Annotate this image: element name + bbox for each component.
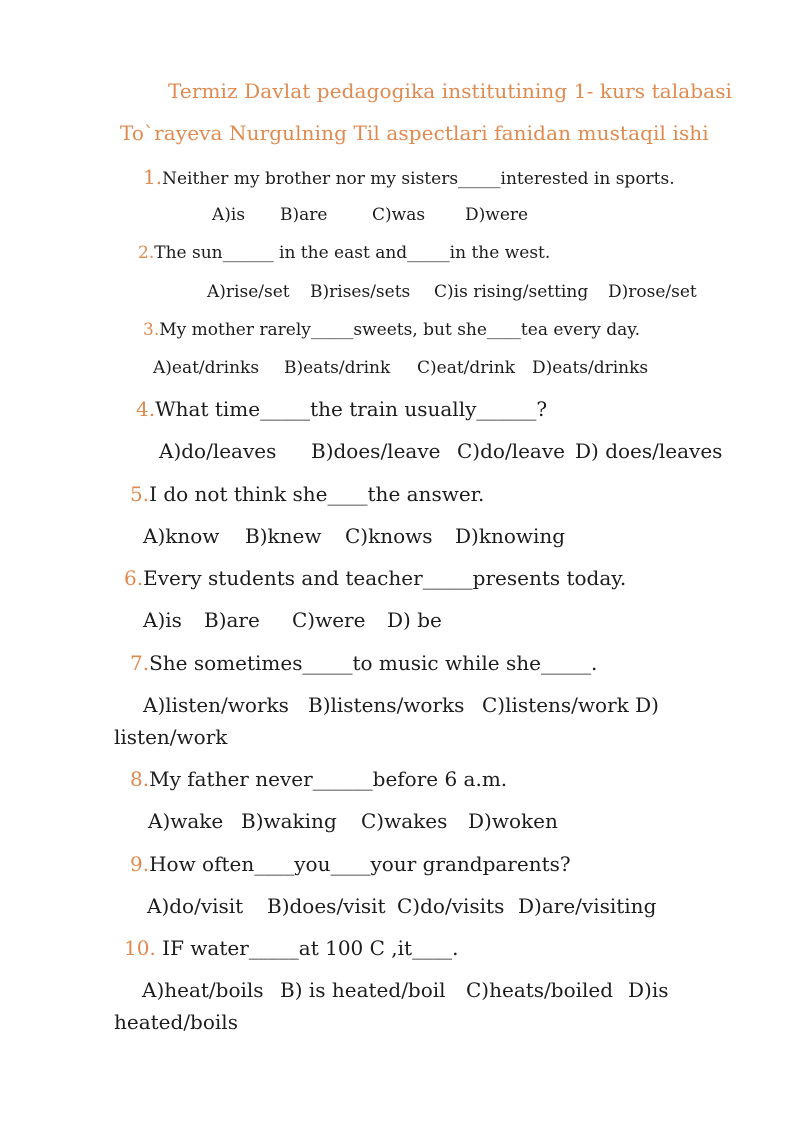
- option-d: D)were: [465, 205, 529, 225]
- options-6: [143, 608, 442, 632]
- options-9: [147, 894, 656, 918]
- question-5: [130, 482, 484, 506]
- option-a: A)listen/works: [143, 693, 289, 717]
- question-text: How often____you____your grandparents?: [149, 852, 571, 876]
- question-text: My mother rarely_____sweets, but she____tea every day.: [159, 320, 640, 340]
- question-10: [124, 936, 458, 960]
- option-a: A)wake: [148, 809, 224, 833]
- option-d: D)is: [628, 978, 669, 1002]
- option-c: C)eat/drink: [417, 358, 516, 378]
- option-b: B)does/leave: [311, 439, 441, 463]
- question-number: 2.: [138, 243, 155, 263]
- question-7: [130, 651, 597, 675]
- options-1: [212, 205, 528, 225]
- option-a: A)know: [143, 524, 220, 548]
- option-c: C)do/visits: [397, 894, 505, 918]
- question-9: [130, 852, 571, 876]
- options-5: [143, 524, 565, 548]
- option-d: listen/work: [114, 725, 228, 749]
- question-text: Neither my brother nor my sisters_____interested in sports.: [162, 169, 675, 189]
- question-2: [138, 243, 550, 263]
- question-1: [143, 165, 675, 189]
- option-b: B)are: [280, 205, 328, 225]
- options-3: [153, 358, 648, 378]
- option-c: C)was: [372, 205, 426, 225]
- question-number: 3.: [143, 320, 160, 340]
- options-8: [148, 809, 558, 833]
- options-10-wrap: [114, 1010, 238, 1034]
- option-d: D)are/visiting: [518, 894, 657, 918]
- question-text: IF water_____at 100 C ,it____.: [155, 936, 459, 960]
- options-10: [142, 978, 669, 1002]
- option-d: D)knowing: [455, 524, 566, 548]
- option-c: C)do/leave: [457, 439, 565, 463]
- option-d: D) be: [387, 608, 442, 632]
- option-c: C)knows: [345, 524, 433, 548]
- option-c: C)heats/boiled: [466, 978, 614, 1002]
- option-b: B)does/visit: [267, 894, 386, 918]
- option-b: B)knew: [245, 524, 322, 548]
- options-2: [207, 282, 697, 302]
- question-number: 1.: [143, 165, 163, 189]
- option-a: A)is: [143, 608, 182, 632]
- option-c: C)were: [292, 608, 366, 632]
- options-4: [159, 439, 722, 463]
- option-a: A)do/visit: [147, 894, 244, 918]
- option-d-continued: heated/boils: [114, 1010, 238, 1034]
- option-a: A)is: [212, 205, 246, 225]
- question-3: [143, 320, 640, 340]
- question-6: [124, 566, 626, 590]
- question-number: 10.: [124, 936, 156, 960]
- header-line-1: Termiz Davlat pedagogika institutining 1- kurs talabasi: [168, 79, 733, 103]
- option-c: C)is rising/setting: [434, 282, 589, 302]
- option-b: B)are: [204, 608, 260, 632]
- question-text: I do not think she____the answer.: [149, 482, 485, 506]
- option-d: D)woken: [468, 809, 558, 833]
- header-line-2: To`rayeva Nurgulning Til aspectlari fanidan mustaqil ishi: [120, 121, 709, 145]
- option-b: B) is heated/boil: [280, 978, 446, 1002]
- question-8: [130, 767, 507, 791]
- option-a: A)heat/boils: [142, 978, 264, 1002]
- question-text: What time_____the train usually______?: [155, 397, 548, 421]
- question-number: 6.: [124, 566, 144, 590]
- option-a: A)rise/set: [207, 282, 290, 302]
- question-number: 9.: [130, 852, 150, 876]
- option-a: A)do/leaves: [159, 439, 277, 463]
- option-d: D)rose/set: [608, 282, 697, 302]
- option-b: B)eats/drink: [284, 358, 391, 378]
- question-number: 7.: [130, 651, 150, 675]
- question-number: 5.: [130, 482, 150, 506]
- option-c: C)wakes: [361, 809, 448, 833]
- question-text: She sometimes_____to music while she_____.: [149, 651, 598, 675]
- option-a: A)eat/drinks: [153, 358, 260, 378]
- question-4: [136, 397, 547, 421]
- options-7-wrap: [114, 725, 227, 749]
- option-b: B)waking: [241, 809, 337, 833]
- question-number: 8.: [130, 767, 150, 791]
- option-d: D) does/leaves: [575, 439, 723, 463]
- options-7: [143, 693, 659, 717]
- question-text: My father never______before 6 a.m.: [149, 767, 508, 791]
- option-b: B)listens/works: [308, 693, 465, 717]
- option-b: B)rises/sets: [310, 282, 411, 302]
- option-d: D)eats/drinks: [532, 358, 649, 378]
- question-number: 4.: [136, 397, 156, 421]
- question-text: Every students and teacher_____presents today.: [143, 566, 627, 590]
- question-text: The sun______ in the east and_____in the west.: [154, 243, 551, 263]
- option-c: C)listens/work D): [482, 693, 659, 717]
